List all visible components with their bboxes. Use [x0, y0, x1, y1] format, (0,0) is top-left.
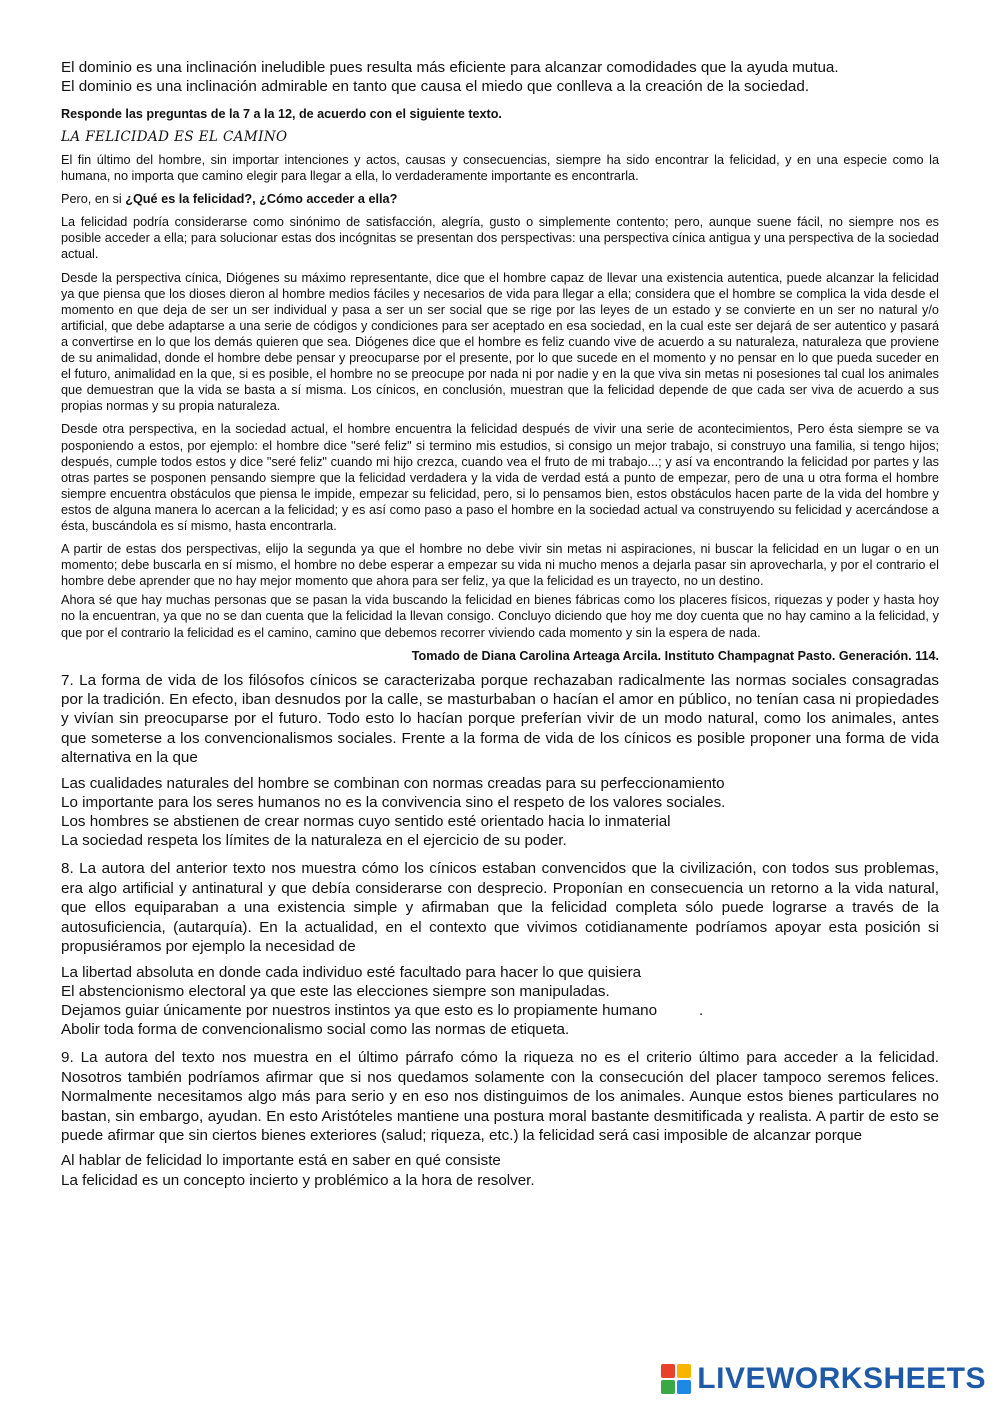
liveworksheets-logo[interactable]	[661, 1359, 986, 1399]
badge-square	[677, 1364, 691, 1378]
question-line	[61, 191, 939, 207]
trailing-mark: .	[699, 1001, 704, 1019]
option[interactable]: Abolir toda forma de convencionalismo social como las normas de etiqueta.	[61, 1021, 570, 1039]
source-citation: Tomado de Diana Carolina Arteaga Arcila. Instituto Champagnat Pasto. Generación. 114.	[411, 648, 939, 663]
option[interactable]: Las cualidades naturales del hombre se combinan con normas creadas para su perfeccionamiento	[61, 774, 725, 792]
question-bold: ¿Qué es la felicidad?, ¿Cómo acceder a ella?	[125, 192, 398, 207]
option[interactable]: Al hablar de felicidad lo importante está en saber en qué consiste	[61, 1152, 501, 1170]
option[interactable]: Los hombres se abstienen de crear normas cuyo sentido esté orientado hacia lo inmaterial	[61, 813, 671, 831]
paragraph: Desde la perspectiva cínica, Diógenes su máximo representante, dice que el hombre capaz de llevar una existencia autentica, puede alcanzar la felicidad ya que piensa que los dioses dieron al hombre medios fáciles y necesarios de vida para llegar a ella; considera que el hombre se complica la vida desde el momento en que deja de ser un ser individual y pasa a ser un ser social que se rige por las leyes de un estado y se convierte en un ser no natural y/o artificial, que debe adaptarse a una serie de códigos y condiciones para ser aceptado en esa sociedad, en la cual este ser dejará de ser autentico y pasará a convertirse en lo que los demás quieren que sea. Diógenes dice que el hombre es feliz cuando vive de acuerdo a su naturaleza, naturaleza que proviene de su animalidad, donde el hombre debe pensar y preocuparse por el presente, por lo que sucede en el momento y no pensar en lo que pueda suceder en el futuro, animalidad en la que, si es posible, el hombre no se preocupe por nada ni por nadie y en la que viva sin metas ni posesiones tal cual los animales que demuestran que la vida se basta a sí misma. Los cínicos, en conclusión, muestran que la felicidad depende de que cada ser viva de acuerdo a sus propias normas y su propia naturaleza.	[61, 270, 939, 414]
paragraph: El fin último del hombre, sin importar intenciones y actos, causas y consecuencias, siempre ha sido encontrar la felicidad, y en una especie como la humana, no importa que camino elegir para llegar a ella, lo verdaderamente importante es encontrarla.	[61, 153, 939, 184]
badge-square	[677, 1380, 691, 1394]
worksheet-page	[61, 58, 939, 1199]
question-8: 8. La autora del anterior texto nos muestra cómo los cínicos estaban convencidos que la civilización, con todos sus problemas, era algo artificial y antinatural y que debía considerarse con desprecio. Proponían en consecuencia un retorno a la vida natural, que ellos equiparaban a una existencia simple y afirmaban que la felicidad completa sólo puede lograrse a través de la autosuficiencia, (autarquía). En la actualidad, en el contexto que vivimos cotidianamente podríamos apoyar esta posición si propusiéramos por ejemplo la necesidad de	[61, 860, 939, 956]
badge-square	[661, 1364, 675, 1378]
option[interactable]: La sociedad respeta los límites de la naturaleza en el ejercicio de su poder.	[61, 832, 567, 850]
option[interactable]: Lo importante para los seres humanos no es la convivencia sino el respeto de los valores sociales.	[61, 793, 726, 811]
question-8-options	[61, 963, 939, 1040]
paragraph: La felicidad podría considerarse como sinónimo de satisfacción, alegría, gusto o simplemente contento; pero, aunque suene fácil, no siempre nos es posible acceder a ella; para solucionar estas dos incógnitas se presentan dos perspectivas: una perspectiva cínica antigua y una perspectiva de la sociedad actual.	[61, 215, 939, 262]
paragraph: A partir de estas dos perspectivas, elijo la segunda ya que el hombre no debe vivir sin metas ni aspiraciones, ni buscar la felicidad en un lugar o en un momento; debe buscarla en sí mismo, el hombre no debe esperar a empezar su vida ni mucho menos a dejarla pasar sin aprovecharla, y por el contrario el hombre debe aprender que no hay mejor momento que ahora para ser feliz, ya que la felicidad es un trayecto, no un destino.	[61, 542, 939, 589]
badge-square	[661, 1380, 675, 1394]
option[interactable]: La libertad absoluta en donde cada individuo esté facultado para hacer lo que quisiera	[61, 963, 642, 981]
text-title: LA FELICIDAD ES EL CAMINO	[61, 129, 288, 145]
intro-line: El dominio es una inclinación ineludible pues resulta más eficiente para alcanzar comodidades que la ayuda mutua.	[61, 59, 839, 76]
question-7-options	[61, 774, 939, 851]
question-prefix: Pero, en si	[61, 192, 126, 207]
question-9: 9. La autora del texto nos muestra en el último párrafo cómo la riqueza no es el criterio último para acceder a la felicidad. Nosotros también podríamos afirmar que si nos quedamos solamente con la consecución del placer tampoco seremos felices. Normalmente necesitamos algo más para serio y en eso nos distinguimos de los animales. Aunque estos bienes particulares no bastan, sin embargo, ayudan. En esto Aristóteles mantiene una postura moral bastante desmitificada y realista. A partir de esto se puede afirmar que sin ciertos bienes exteriores (salud; riqueza, etc.) la felicidad será casi imposible de alcanzar porque	[61, 1049, 939, 1144]
brand-name: LIVEWORKSHEETS	[697, 1362, 986, 1395]
logo-badge-icon	[661, 1364, 691, 1394]
option[interactable]: El abstencionismo electoral ya que este las elecciones siempre son manipuladas.	[61, 982, 610, 1000]
paragraph: Ahora sé que hay muchas personas que se pasan la vida buscando la felicidad en bienes fábricas como los placeres físicos, riquezas y poder y hasta hoy no la encuentran, ya que no se dan cuenta que la felicidad la llevan consigo. Concluyo diciendo que hoy me doy cuenta que no hay camino a la felicidad, y que por el contrario la felicidad es el camino, camino que debemos recorrer viviendo cada momento y sin la espera de nada.	[61, 593, 939, 640]
option[interactable]: La felicidad es un concepto incierto y problémico a la hora de resolver.	[61, 1171, 535, 1189]
instruction: Responde las preguntas de la 7 a la 12, de acuerdo con el siguiente texto.	[61, 107, 502, 121]
option[interactable]	[61, 1001, 939, 1020]
question-7: 7. La forma de vida de los filósofos cínicos se caracterizaba porque rechazaban radicalmente las normas sociales consagradas por la tradición. En efecto, iban desnudos por la calle, se masturbaban o hacían el amor en público, no tenían casa ni propiedades y vivían sin preocuparse por el futuro. Todo esto lo hacían porque preferían vivir de un modo natural, como los animales, antes que someterse a los convencionalismos sociales. Frente a la forma de vida de los cínicos es posible proponer una forma de vida alternativa en la que	[61, 671, 939, 767]
intro-line: El dominio es una inclinación admirable en tanto que causa el miedo que conlleva a la creación de la sociedad.	[61, 78, 810, 95]
question-9-options	[61, 1151, 939, 1189]
paragraph: Desde otra perspectiva, en la sociedad actual, el hombre encuentra la felicidad después de vivir una serie de acontecimientos, Pero ésta siempre se va posponiendo a estos, por ejemplo: el hombre dice "seré feliz" si termino mis estudios, si consigo un mejor trabajo, si construyo una familia, si tengo hijos; después, cumple todos estos y dice "seré feliz" cuando mi hijo crezca, cuando vea el fruto de mi trabajo...; y así va encontrando la felicidad por partes y las otras partes se posponen pensando siempre que la felicidad verdadera y la vida de verdad está a punto de empezar, pero de una u otra forma el hombre siempre encuentra obstáculos que piensa le impide, empezar su felicidad, pero, si lo pensamos bien, estos obstáculos hacen parte de la vida del hombre y estos de alguna manera lo acercan a la felicidad; y es así como paso a paso el hombre en la sociedad actual va construyendo su felicidad y acercándose a ésta, buscándola es sí mismo, hasta encontrarla.	[61, 422, 939, 533]
option-text: Dejamos guiar únicamente por nuestros instintos ya que esto es lo propiamente humano	[61, 1001, 658, 1019]
